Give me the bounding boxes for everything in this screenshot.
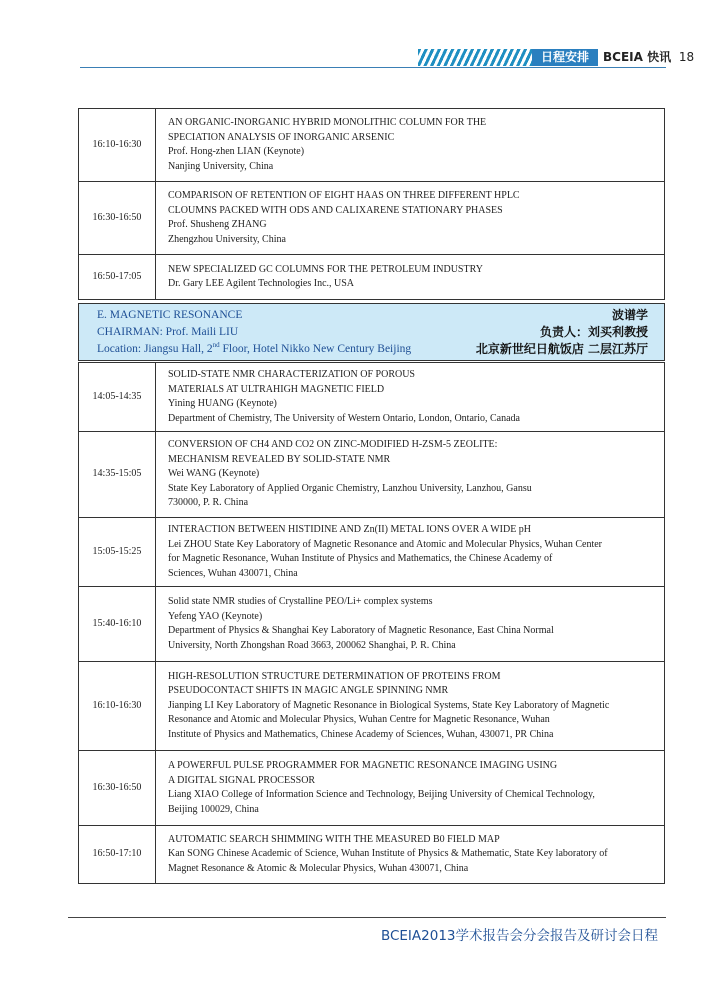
talk-line: Liang XIAO College of Information Science and Technology, Beijing University of Chemical Technology, <box>168 789 595 800</box>
talk-line: Jianping LI Key Laboratory of Magnetic Resonance in Biological Systems, State Key Laboratory of Magnetic <box>168 699 610 711</box>
session-location-text: Location: Jiangsu Hall, 2 <box>97 343 213 355</box>
session-title: E. MAGNETIC RESONANCE <box>97 309 243 321</box>
schedule-table-top <box>78 108 665 300</box>
talk-line: AN ORGANIC-INORGANIC HYBRID MONOLITHIC COLUMN FOR THE <box>168 117 487 128</box>
table-row <box>79 255 665 300</box>
table-row <box>79 432 665 518</box>
footer-title: BCEIA2013学术报告会分会报告及研讨会日程 <box>380 928 658 944</box>
talk-line: Dr. Gary LEE Agilent Technologies Inc., USA <box>168 278 355 289</box>
talk-line: Zhengzhou University, China <box>168 233 286 245</box>
table-row <box>79 109 665 182</box>
table-row <box>79 587 665 662</box>
talk-line: MECHANISM REVEALED BY SOLID-STATE NMR <box>168 453 391 465</box>
table-row <box>79 662 665 751</box>
talk-line: Yining HUANG (Keynote) <box>168 398 277 409</box>
header-rule <box>80 67 666 68</box>
talk-line: Department of Chemistry, The University of Western Ontario, London, Ontario, Canada <box>168 412 520 424</box>
session-info-en <box>97 307 411 358</box>
talk-line: University, North Zhongshan Road 3663, 200062 Shanghai, P. R. China <box>168 639 456 651</box>
talk-line: Resonance and Atomic and Molecular Physics, Wuhan Centre for Magnetic Resonance, Wuhan <box>168 714 550 726</box>
schedule-table-top-body <box>79 109 665 300</box>
session-chairman-cn: 负责人：刘买利教授 <box>539 325 648 339</box>
session-time: 14:05-14:35 <box>79 363 156 432</box>
talk-line: CLOUMNS PACKED WITH ODS AND CALIXARENE STATIONARY PHASES <box>168 204 503 216</box>
talk-details <box>156 363 665 432</box>
talk-details <box>156 662 665 751</box>
talk-line: Kan SONG Chinese Academic of Science, Wuhan Institute of Physics & Mathematic, State Key laboratory of <box>168 848 608 860</box>
talk-line: NEW SPECIALIZED GC COLUMNS FOR THE PETROLEUM INDUSTRY <box>168 263 483 275</box>
talk-line: A POWERFUL PULSE PROGRAMMER FOR MAGNETIC RESONANCE IMAGING USING <box>168 760 558 771</box>
talk-line: MATERIALS AT ULTRAHIGH MAGNETIC FIELD <box>168 383 385 395</box>
talk-details <box>156 255 665 300</box>
talk-line: Solid state NMR studies of Crystalline PEO/Li+ complex systems <box>168 596 433 607</box>
talk-details <box>156 826 665 884</box>
session-time: 16:10-16:30 <box>79 662 156 751</box>
header-brand <box>603 49 694 66</box>
session-time: 16:30-16:50 <box>79 751 156 826</box>
session-chairman: CHAIRMAN: Prof. Maili LIU <box>97 326 239 338</box>
talk-line: SPECIATION ANALYSIS OF INORGANIC ARSENIC <box>168 131 395 143</box>
talk-line: Sciences, Wuhan 430071, China <box>168 567 298 579</box>
page-header <box>0 0 724 80</box>
talk-line: Magnet Resonance & Atomic & Molecular Physics, Wuhan 430071, China <box>168 862 469 874</box>
session-header <box>78 303 665 361</box>
talk-details <box>156 109 665 182</box>
talk-line: Lei ZHOU State Key Laboratory of Magnetic Resonance and Atomic and Molecular Physics, Wuhan Center <box>168 538 603 550</box>
schedule-table-bottom <box>78 362 665 884</box>
session-title-cn: 波谱学 <box>611 308 648 322</box>
session-location-cn: 北京新世纪日航饭店 二层江苏厅 <box>475 342 648 356</box>
table-row <box>79 518 665 587</box>
session-location-text-end: Floor, Hotel Nikko New Century Beijing <box>219 343 412 355</box>
talk-line: Nanjing University, China <box>168 160 274 172</box>
talk-line: Institute of Physics and Mathematics, Chinese Academy of Sciences, Wuhan, 430071, PR China <box>168 728 554 740</box>
page-number: 18 <box>678 50 695 64</box>
session-time: 16:50-17:10 <box>79 826 156 884</box>
talk-line: Beijing 100029, China <box>168 803 259 815</box>
talk-line: Wei WANG (Keynote) <box>168 468 260 480</box>
session-info-cn <box>476 307 648 358</box>
session-time: 14:35-15:05 <box>79 432 156 518</box>
header-stripes-decoration <box>418 49 536 66</box>
session-time: 16:10-16:30 <box>79 109 156 182</box>
table-row <box>79 182 665 255</box>
talk-line: AUTOMATIC SEARCH SHIMMING WITH THE MEASURED B0 FIELD MAP <box>168 833 500 845</box>
talk-line: PSEUDOCONTACT SHIFTS IN MAGIC ANGLE SPINNING NMR <box>168 685 449 697</box>
talk-line: Yefeng YAO (Keynote) <box>168 610 263 622</box>
talk-line: for Magnetic Resonance, Wuhan Institute of Physics and Mathematics, the Chinese Academy of <box>168 553 553 564</box>
table-row <box>79 826 665 884</box>
session-time: 15:40-16:10 <box>79 587 156 662</box>
talk-line: 730000, P. R. China <box>168 497 249 509</box>
talk-line: HIGH-RESOLUTION STRUCTURE DETERMINATION OF PROTEINS FROM <box>168 670 501 682</box>
talk-line: Prof. Shusheng ZHANG <box>168 219 267 230</box>
talk-line: Prof. Hong-zhen LIAN (Keynote) <box>168 146 305 157</box>
schedule-table-bottom-body <box>79 363 665 884</box>
header-brand-name: BCEIA 快讯 <box>603 50 672 64</box>
talk-details <box>156 587 665 662</box>
talk-details <box>156 432 665 518</box>
talk-line: A DIGITAL SIGNAL PROCESSOR <box>168 774 316 786</box>
talk-line: Department of Physics & Shanghai Key Laboratory of Magnetic Resonance, East China Normal <box>168 625 554 636</box>
session-location <box>97 341 411 358</box>
session-time: 16:50-17:05 <box>79 255 156 300</box>
talk-details <box>156 751 665 826</box>
header-section-tag: 日程安排 <box>532 49 598 66</box>
talk-details <box>156 518 665 587</box>
table-row <box>79 363 665 432</box>
footer-rule <box>68 917 666 918</box>
session-location-sup: nd <box>212 341 220 350</box>
session-time: 15:05-15:25 <box>79 518 156 587</box>
table-row <box>79 751 665 826</box>
talk-line: INTERACTION BETWEEN HISTIDINE AND Zn(II) METAL IONS OVER A WIDE pH <box>168 524 532 535</box>
talk-line: COMPARISON OF RETENTION OF EIGHT HAAS ON THREE DIFFERENT HPLC <box>168 190 520 201</box>
session-time: 16:30-16:50 <box>79 182 156 255</box>
talk-line: CONVERSION OF CH4 AND CO2 ON ZINC-MODIFIED H-ZSM-5 ZEOLITE: <box>168 439 498 451</box>
talk-line: SOLID-STATE NMR CHARACTERIZATION OF POROUS <box>168 369 415 380</box>
talk-details <box>156 182 665 255</box>
talk-line: State Key Laboratory of Applied Organic Chemistry, Lanzhou University, Lanzhou, Gansu <box>168 482 532 494</box>
